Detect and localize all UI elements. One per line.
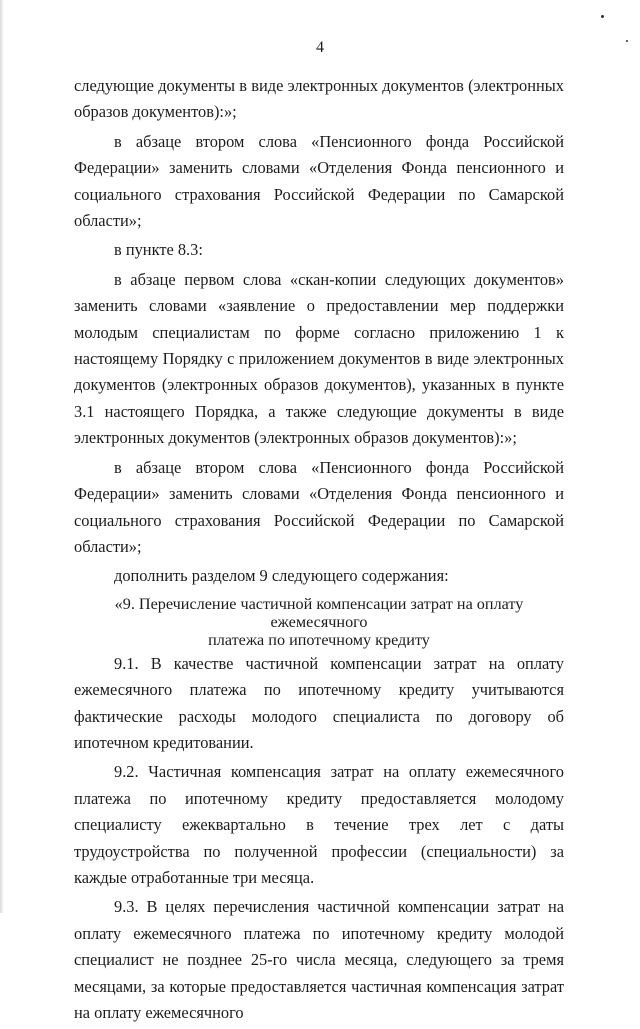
page-number: 4 (316, 39, 324, 56)
section-heading-line: платежа по ипотечному кредиту (208, 630, 430, 649)
scan-edge-shadow (0, 0, 4, 913)
paragraph: дополнить разделом 9 следующего содержания: (114, 566, 449, 586)
scan-speck (601, 15, 604, 18)
paragraph: в абзаце первом слова «скан-копии следующих документов» заменить словами «заявление о предоставлении мер поддержки молодым специалистам по форме согласно приложению 1 к настоящему Порядку с приложением документов в виде электронных документов (электронных образов документов), указанных в пункте 3.1 настоящего Порядка, а также следующие документы в виде электронных документов (электронных образов документов):»; (74, 269, 564, 448)
section-heading (74, 593, 564, 649)
paragraph: в абзаце втором слова «Пенсионного фонда Российской Федерации» заменить словами «Отделения Фонда пенсионного и социального страхования Российской Федерации по Самарской области»; (74, 457, 564, 556)
paragraph: следующие документы в виде электронных документов (электронных образов документов):»; (74, 76, 564, 122)
paragraph: в абзаце втором слова «Пенсионного фонда Российской Федерации» заменить словами «Отделения Фонда пенсионного и социального страхования Российской Федерации по Самарской области»; (74, 131, 564, 231)
clause-9-2: 9.2. Частичная компенсация затрат на оплату ежемесячного платежа по ипотечному кредиту предоставляется молодому специалисту ежеквартально в течение трех лет с даты трудоустройства по полученной профессии (специальности) за каждые отработанные три месяца. (74, 762, 564, 887)
clause-9-1: 9.1. В качестве частичной компенсации затрат на оплату ежемесячного платежа по ипотечному кредиту учитываются фактические расходы молодого специалиста по договору об ипотечном кредитовании. (74, 653, 564, 752)
clause-9-3: 9.3. В целях перечисления частичной компенсации затрат на оплату ежемесячного платежа по ипотечному кредиту молодой специалист не позднее 25-го числа месяца, следующего за тремя месяцами, за которые предоставляется частичная компенсация затрат на оплату ежемесячного (74, 897, 564, 1022)
section-heading-line: «9. Перечисление частичной компенсации затрат на оплату ежемесячного (114, 594, 524, 631)
paragraph: в пункте 8.3: (114, 240, 203, 260)
document-body (74, 73, 564, 1029)
